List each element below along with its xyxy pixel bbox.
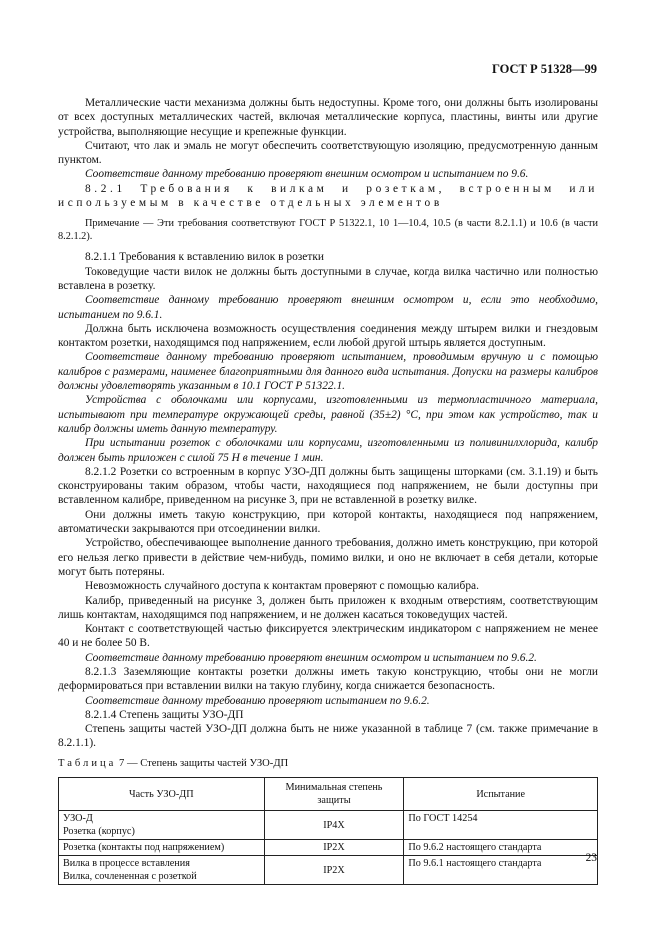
table-header-cell: Часть УЗО-ДП [59, 778, 265, 811]
paragraph: Они должны иметь такую конструкцию, при которой контакты, находящиеся под напряжением, автоматически закрываются при отсоединении вилки. [58, 508, 598, 536]
subsection-heading: 8.2.1.4 Степень защиты УЗО-ДП [85, 708, 244, 721]
table-cell: По 9.6.1 настоящего стандарта [404, 856, 598, 885]
paragraph: 8.2.1.3 Заземляющие контакты розетки должны иметь такую конструкцию, чтобы они не могли деформироваться при вставлении вилки на такую глубину, когда снижается безопасность. [58, 665, 598, 693]
table-header-cell: Минимальная степень защиты [264, 778, 404, 811]
table-cell: По ГОСТ 14254 [404, 811, 598, 840]
paragraph: Степень защиты частей УЗО-ДП должна быть не ниже указанной в таблице 7 (см. также примечание в 8.2.1.1). [58, 723, 598, 750]
part-name: УЗО-Д [63, 813, 93, 825]
table-row [59, 811, 598, 840]
table-row [59, 840, 598, 856]
paragraph: 8.2.1.2 Розетки со встроенным в корпус УЗО-ДП должны быть защищены шторками (см. 3.1.19) и быть сконструированы таким образом, чтобы части, находящиеся под напряжением, не были доступны при вставленном калибре, приведенном на рисунке 3, при не вставленной в розетку вилке. [58, 465, 598, 507]
compliance-note: Соответствие данному требованию проверяют испытанием, проводимым вручную и с помощью калибров с размерами, наименее благоприятными для данного вида испытания. Допуски на размеры калибров должны удовлетворять указанным в 10.1 ГОСТ Р 51322.1. [58, 351, 598, 393]
part-name: Вилка, сочлененная с розеткой [63, 871, 197, 883]
table-row [59, 856, 598, 885]
paragraph: Устройства с оболочками или корпусами, изготовленными из термопластичного материала, испытывают при температуре окружающей среды, равной (35±2) °С, при этом как устройство, так и калибр должны иметь данную температуру. [58, 394, 598, 435]
document-header: ГОСТ Р 51328—99 [491, 62, 597, 76]
paragraph: При испытании розеток с оболочками или корпусами, изготовленными из поливинилхлорида, калибр должен быть приложен с силой 75 Н в течение 1 мин. [58, 437, 598, 464]
part-name: Вилка в процессе вставления [63, 858, 190, 870]
compliance-note: Соответствие данному требованию проверяют внешним осмотром и испытанием по 9.6.2. [85, 651, 537, 664]
page-number: 23 [585, 852, 597, 864]
table-caption [58, 757, 598, 771]
compliance-note: Соответствие данному требованию проверяют внешним осмотром и, если это необходимо, испытанием по 9.6.1. [58, 294, 598, 321]
paragraph: Устройство, обеспечивающее выполнение данного требования, должно иметь конструкцию, при которой его нельзя легко привести в действие чем-нибудь, помимо вилки, и оно не включает в себя детали, которые могут быть потеряны. [58, 537, 598, 578]
table-cell: IP4X [264, 811, 404, 840]
compliance-note: Соответствие данному требованию проверяют испытанием по 9.6.2. [85, 694, 430, 707]
table-cell: Розетка (контакты под напряжением) [59, 840, 265, 856]
table-header-cell: Испытание [404, 778, 598, 811]
paragraph: Считают, что лак и эмаль не могут обеспечить соответствующую изоляцию, предусмотренную данным пунктом. [58, 139, 598, 167]
paragraph: Невозможность случайного доступа к контактам проверяют с помощью калибра. [85, 580, 479, 593]
table-cell: IP2X [264, 856, 404, 885]
table-cell: IP2X [264, 840, 404, 856]
subsection-heading: 8.2.1.1 Требования к вставлению вилок в розетки [85, 251, 324, 264]
paragraph: Металлические части механизма должны быть недоступны. Кроме того, они должны быть изолированы от всех доступных металлических частей, включая металлические корпуса, пластины, винты или другие устройства, выполняющие несущие и крепежные функции. [58, 97, 598, 138]
table-caption-text: 7 — Степень защиты частей УЗО-ДП [119, 757, 289, 769]
note: Примечание — Эти требования соответствуют ГОСТ Р 51322.1, 10 1—10.4, 10.5 (в части 8.2.1.1) и 10.6 (в части 8.2.1.2). [58, 218, 598, 243]
table-cell [59, 811, 265, 840]
part-name: Розетка (корпус) [63, 826, 135, 838]
table-cell [59, 856, 265, 885]
section-heading: 8.2.1 Требования к вилкам и розеткам, встроенным или используемым в качестве отдельных элементов [58, 182, 598, 210]
paragraph: Токоведущие части вилок не должны быть доступными в случае, когда вилка частично или полностью вставлена в розетку. [58, 265, 598, 292]
protection-table [58, 777, 598, 885]
compliance-note: Соответствие данному требованию проверяют внешним осмотром и испытанием по 9.6. [85, 168, 529, 181]
table-cell: По 9.6.2 настоящего стандарта [404, 840, 598, 856]
paragraph: Должна быть исключена возможность осуществления соединения между штырем вилки и гнездовым контактом розетки, находящимся под напряжением, если любой другой штырь является доступным. [58, 322, 598, 350]
paragraph: Контакт с соответствующей частью фиксируется электрическим индикатором с напряжением не менее 40 и не более 50 В. [58, 623, 598, 650]
paragraph: Калибр, приведенный на рисунке 3, должен быть приложен к входным отверстиям, соответствующим лишь контактам, находящимся под напряжением, и не должен касаться токоведущих частей. [58, 594, 598, 621]
page-body [58, 96, 598, 885]
table-header-row [59, 778, 598, 811]
table-caption-label: Таблица [58, 757, 117, 769]
